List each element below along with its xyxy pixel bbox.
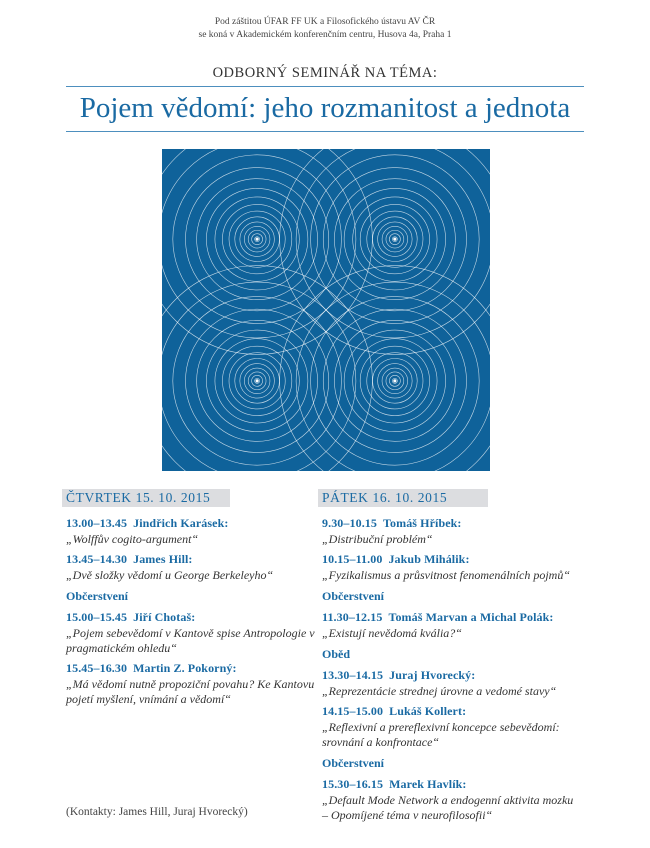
- talk-time: 15.30–16.15: [322, 777, 384, 791]
- thursday-heading: ČTVRTEK 15. 10. 2015: [62, 489, 230, 507]
- ring-center: [393, 379, 396, 382]
- talk-header: [66, 515, 316, 532]
- talk-header: [322, 667, 582, 684]
- ring: [280, 149, 490, 354]
- patronage-note: [0, 16, 650, 42]
- talk-title: „Fyzikalismus a průsvitnost fenomenálních pojmů“: [322, 568, 570, 582]
- talk-time: 10.15–11.00: [322, 552, 383, 566]
- talk-time: 13.45–14.30: [66, 552, 128, 566]
- talk-speaker: James Hill:: [133, 552, 193, 566]
- talk-title: „Distribuční problém“: [322, 532, 433, 546]
- talk-speaker: Lukáš Kollert:: [389, 704, 467, 718]
- talk-header: [322, 609, 582, 626]
- talk-header: [322, 776, 582, 793]
- talk-entry: [66, 551, 316, 583]
- talk-speaker: Jakub Mihálik:: [388, 552, 470, 566]
- ring-center: [256, 379, 259, 382]
- ring: [162, 149, 372, 354]
- talk-speaker: Jindřich Karásek:: [133, 516, 229, 530]
- ring-center: [393, 238, 396, 241]
- talk-speaker: Juraj Hvorecký:: [389, 668, 476, 682]
- friday-heading: PÁTEK 16. 10. 2015: [318, 489, 488, 507]
- talk-entry: [322, 515, 582, 547]
- talk-time: 13.00–13.45: [66, 516, 128, 530]
- seminar-subtitle: ODBORNÝ SEMINÁŘ NA TÉMA:: [212, 65, 438, 81]
- talk-speaker: Tomáš Marvan a Michal Polák:: [388, 610, 554, 624]
- talk-time: 13.30–14.15: [322, 668, 384, 682]
- talk-speaker: Jiří Chotaš:: [133, 610, 196, 624]
- talk-title: „Dvě složky vědomí u George Berkeleyho“: [66, 568, 274, 582]
- talk-header: [66, 660, 316, 677]
- talk-speaker: Marek Havlík:: [389, 777, 467, 791]
- break-label: Občerstvení: [322, 589, 384, 603]
- circles-svg: [162, 149, 490, 471]
- talk-header: [66, 609, 316, 626]
- talk-title: „Wolffův cogito-argument“: [66, 532, 199, 546]
- talk-title: „Má vědomí nutně propoziční povahu? Ke Kantovu pojetí myšlení, vnímání a vědomí“: [66, 677, 315, 706]
- break-label: Občerstvení: [66, 589, 128, 603]
- venue-line: se koná v Akademickém konferenčním centru, Husova 4a, Praha 1: [198, 30, 452, 40]
- talk-title: „Pojem sebevědomí v Kantově spise Antropologie v pragmatickém ohledu“: [66, 626, 315, 655]
- talk-speaker: Martin Z. Pokorný:: [133, 661, 237, 675]
- talk-header: [66, 551, 316, 568]
- ring-center: [256, 238, 259, 241]
- top-divider: [66, 86, 584, 87]
- talk-entry: [66, 609, 316, 656]
- talk-entry: [322, 609, 582, 641]
- patronage-line: Pod záštitou ÚFAR FF UK a Filosofického ústavu AV ČR: [214, 17, 436, 27]
- talk-title: „Default Mode Network a endogenní aktivita mozku – Opomíjené téma v neurofilosofii“: [322, 793, 574, 822]
- talk-entry: [66, 515, 316, 547]
- talk-header: [322, 703, 582, 720]
- ring: [162, 266, 372, 471]
- friday-schedule: [322, 515, 582, 827]
- talk-time: 15.45–16.30: [66, 661, 128, 675]
- talk-entry: [66, 660, 316, 707]
- talk-entry: [322, 667, 582, 699]
- talk-entry: [322, 776, 582, 823]
- talk-title: „Existují nevědomá kvália?“: [322, 626, 462, 640]
- break-label: Oběd: [322, 647, 351, 661]
- talk-entry: [322, 703, 582, 750]
- talk-time: 9.30–10.15: [322, 516, 377, 530]
- talk-title: „Reflexivní a prereflexivní koncepce sebevědomí: srovnání a konfrontace“: [322, 720, 560, 749]
- page-title: Pojem vědomí: jeho rozmanitost a jednota: [79, 92, 571, 124]
- ring: [280, 266, 490, 471]
- talk-entry: [322, 551, 582, 583]
- thursday-schedule: [66, 515, 316, 711]
- talk-title: „Reprezentácie strednej úrovne a vedomé stavy“: [322, 684, 557, 698]
- break-label: Občerstvení: [322, 756, 384, 770]
- talk-time: 14.15–15.00: [322, 704, 384, 718]
- talk-speaker: Tomáš Hříbek:: [383, 516, 462, 530]
- concentric-circles-artwork: [162, 149, 490, 471]
- talk-time: 11.30–12.15: [322, 610, 383, 624]
- bottom-divider: [66, 131, 584, 132]
- talk-time: 15.00–15.45: [66, 610, 128, 624]
- contacts-note: (Kontakty: James Hill, Juraj Hvorecký): [66, 806, 248, 818]
- talk-header: [322, 551, 582, 568]
- talk-header: [322, 515, 582, 532]
